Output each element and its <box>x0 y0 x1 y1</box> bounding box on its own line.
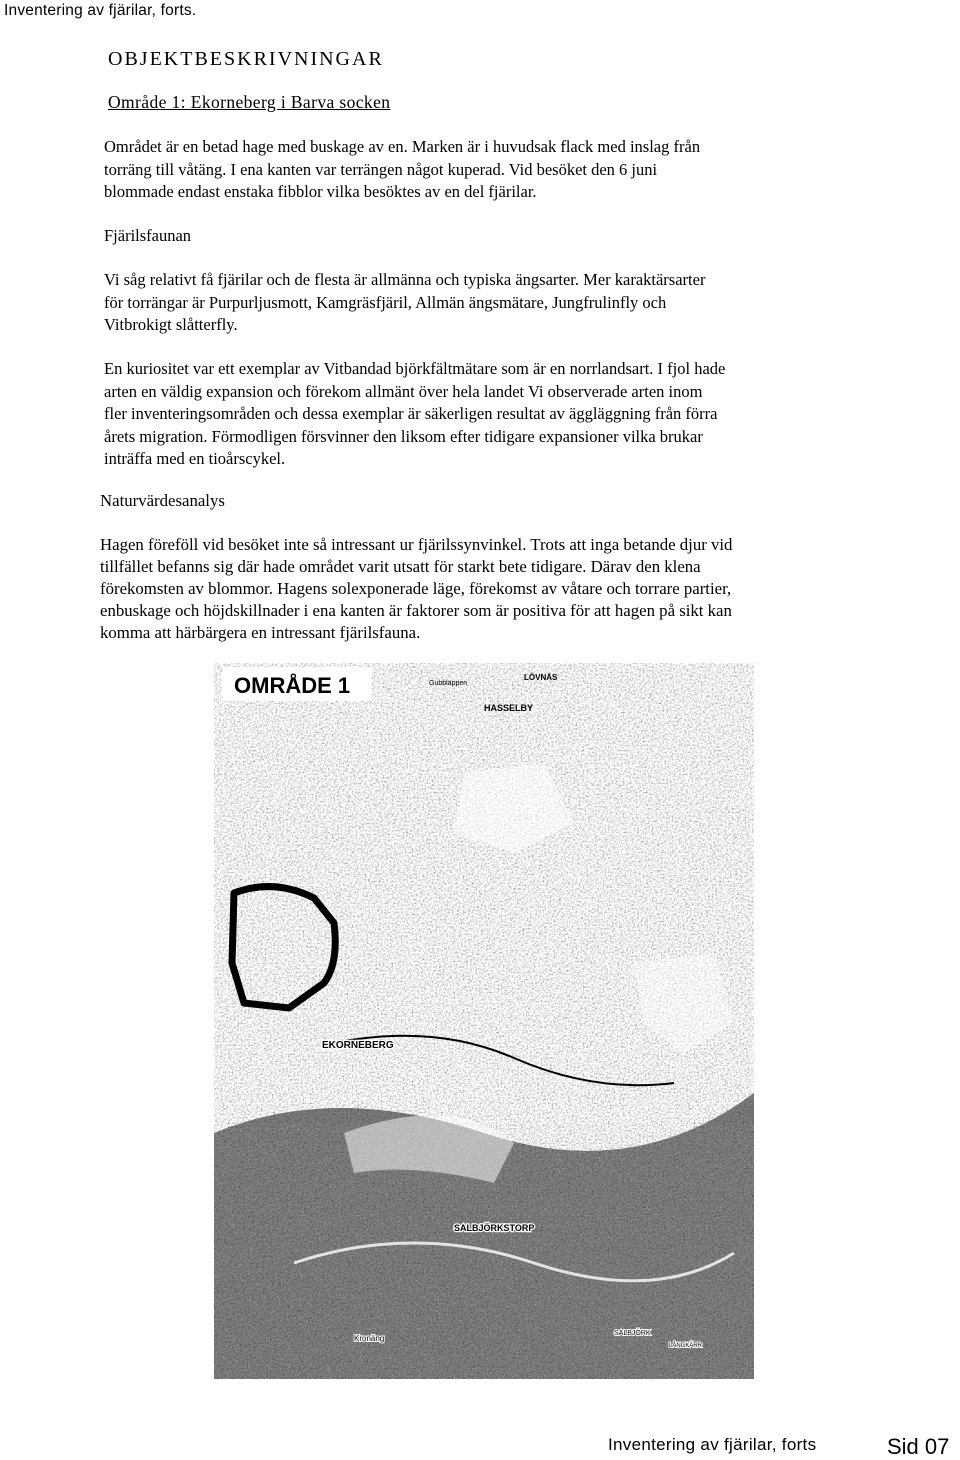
fauna-section-title: Fjärilsfaunan <box>104 226 192 245</box>
text-line: torräng till våtäng. I ena kanten var terrängen något kuperad. Vid besöket den 6 juni <box>104 159 658 179</box>
page-number: Sid 07 <box>887 1434 950 1459</box>
map-place-label: HASSELBY <box>484 703 534 713</box>
map-title: OMRÅDE 1 <box>234 673 351 698</box>
map-place-label: SALBJÖRKSTORP <box>454 1223 535 1233</box>
text-line: arten en väldig expansion och förekom allmänt över hela landet Vi observerade arten inom <box>104 381 703 401</box>
map-place-label: Gubbläppen <box>429 680 468 687</box>
analysis-paragraph <box>100 534 830 644</box>
text-line: En kuriositet var ett exemplar av Vitbandad björkfältmätare som är en norrlandsart. I fjol hade <box>104 359 726 378</box>
text-line: inträffa med en tioårscykel. <box>104 449 286 468</box>
running-header: Inventering av fjärilar, forts. <box>4 2 197 19</box>
footer-title: Inventering av fjärilar, forts <box>608 1435 817 1454</box>
text-line: för torrängar är Purpurljusmott, Kamgräsfjäril, Allmän ängsmätare, Jungfrulinfly och <box>104 292 667 312</box>
text-line: blommade endast enstaka fibblor vilka besöktes av en del fjärilar. <box>104 182 537 201</box>
text-line: fler inventeringsområden och dessa exemplar är säkerligen resultat av äggläggning från förra <box>104 404 718 423</box>
fauna-paragraph-2 <box>104 358 824 471</box>
text-line: enbuskage och höjdskillnader i ena kanten är faktorer som är positiva för att hagen på sikt kan <box>100 601 732 620</box>
text-line: Området är en betad hage med buskage av en. Marken är i huvudsak flack med inslag från <box>104 137 701 156</box>
text-line: förekomsten av blommor. Hagens solexponerade läge, förekomst av våtare och torrare partier, <box>100 579 732 598</box>
text-line: Hagen föreföll vid besöket inte så intressant ur fjärilssynvinkel. Trots att inga betande djur vid <box>100 535 733 554</box>
text-line: Vitbrokigt slåtterfly. <box>104 315 238 334</box>
text-line: Vi såg relativt få fjärilar och de flesta är allmänna och typiska ängsarter. Mer karaktärsarter <box>104 270 706 289</box>
intro-paragraph <box>104 136 824 204</box>
area-subheading: Område 1: Ekorneberg i Barva socken <box>108 92 391 112</box>
map-place-label: Kronäng <box>354 1334 385 1343</box>
map-place-label: EKORNEBERG <box>322 1040 394 1051</box>
map-place-label: LÅNGKÄRR <box>669 1343 703 1349</box>
fauna-paragraph-1 <box>104 269 824 337</box>
text-line: årets migration. Förmodligen försvinner den liksom efter tidigare expansioner vilka brukar <box>104 426 703 446</box>
area-map <box>214 663 754 1379</box>
text-line: tillfället befanns sig där hade området varit utsatt för starkt bete tidigare. Därav den klena <box>100 557 701 576</box>
analysis-section-title: Naturvärdesanalys <box>100 491 225 510</box>
map-place-label: SALBJÖRK <box>614 1330 651 1337</box>
map-place-label: LÖVNÄS <box>524 673 558 682</box>
text-line: komma att härbärgera en intressant fjärilsfauna. <box>100 623 421 642</box>
section-heading: OBJEKTBESKRIVNINGAR <box>108 48 384 70</box>
